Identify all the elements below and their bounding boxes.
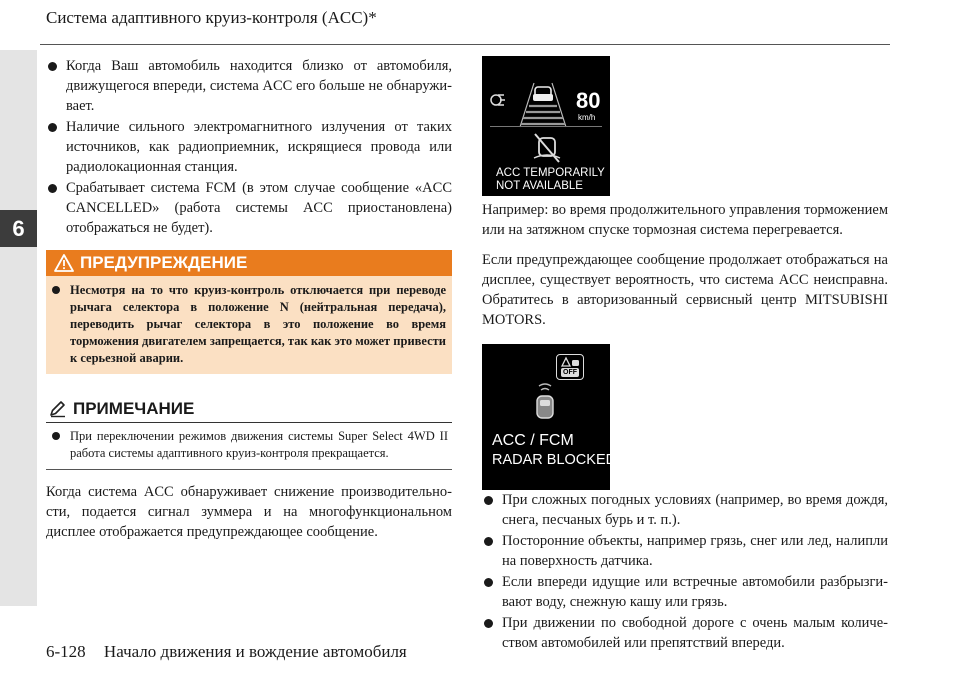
right-paragraph-example: Например: во время продолжительного управления торможением или на затяжном спуске тормозная система перегревается. [482,202,888,238]
warning-header [46,250,452,276]
right-bullet-list [482,490,888,653]
display-message-line2: RADAR BLOCKED [492,452,617,468]
bullet-icon [48,184,57,193]
cruise-status-icon [490,93,506,107]
bullet-icon [484,578,493,587]
right-column [482,56,888,654]
list-item: При переключении режимов движения системы Super Select 4WD II работа системы адаптивного круиз-контроля прекращается. [50,428,448,462]
collision-warning-icon [559,356,581,368]
pencil-icon [48,400,68,418]
display-message-line1: ACC TEMPORARILY [496,167,605,179]
bullet-icon [48,62,57,71]
list-item: Посторонние объекты, например грязь, снег или лед, налипли на поверхность датчика. [482,531,888,571]
car-following-icon [510,80,576,128]
list-item: Когда Ваш автомобиль находится близко от автомобиля, движущегося впереди, система ACC его больше не обнаружи-вает. [46,56,452,116]
bullet-icon [484,496,493,505]
acc-display-temporarily-unavailable [482,56,610,196]
display-message-line2: NOT AVAILABLE [496,180,583,192]
page-number: 6-128 [46,642,86,661]
bullet-icon [484,537,493,546]
radar-car-icon [528,382,562,420]
warning-body [46,276,452,374]
list-item: Если впереди идущие или встречные автомобили разбрызги-вают воду, снежную кашу или грязь. [482,572,888,612]
list-item: При сложных погодных условиях (например, во время дождя, снега, песчаных бурь и т. п.). [482,490,888,530]
page-header-title: Система адаптивного круиз-контроля (ACC)* [46,8,377,27]
note-body [46,423,452,469]
bullet-icon [52,286,60,294]
list-item: Наличие сильного электромагнитного излучения от таких источников, как радиоприемник, искрящиеся провода или радиолокационная станция. [46,117,452,177]
speed-unit: km/h [578,113,596,122]
fcm-off-badge: OFF [556,354,584,380]
note-header [46,396,452,423]
right-paragraph-service: Если предупреждающее сообщение продолжает отображаться на дисплее, существует вероятность, что система ACC неисправна. Обратитесь в авторизованный сервисный центр MITSUBISHI MOTORS. [482,252,888,328]
list-item: Срабатывает система FCM (в этом случае сообщение «ACC CANCELLED» (работа системы ACC приостановлена) отображаться не будет). [46,178,452,238]
display-message-line1: ACC / FCM [492,432,574,449]
bullet-icon [52,432,60,440]
chapter-tab: 6 [0,210,37,247]
left-column [46,56,452,542]
chapter-side-strip [0,50,37,606]
bullet-icon [484,619,493,628]
footer-section-title: Начало движения и вождение автомобиля [103,642,407,661]
page-footer [46,642,407,662]
bullet-icon [48,123,57,132]
acc-unavailable-car-icon [532,132,562,164]
warning-box [46,250,452,374]
list-item: При движении по свободной дороге с очень малым количе-ством автомобилей или препятствий впереди. [482,613,888,653]
note-title: ПРИМЕЧАНИЕ [73,399,195,418]
list-item: Несмотря на то что круиз-контроль отключается при переводе рычага селектора в положение N (нейтральная передача), переводить рычаг селектора в это положение во время торможения двигателем запрещается, так как это может привести к серьезной аварии. [50,282,446,367]
warning-title: ПРЕДУПРЕЖДЕНИЕ [80,253,248,272]
warning-triangle-icon [54,254,74,272]
note-box [46,396,452,470]
speed-value: 80 [576,88,601,113]
display-divider [490,126,602,127]
left-paragraph: Когда система ACC обнаруживает снижение производительно-сти, подается сигнал зуммера и на многофункциональном дисплее отображается предупреждающее сообщение. [46,484,452,540]
header-divider [40,44,890,45]
left-bullet-list [46,56,452,238]
acc-fcm-radar-blocked-display [482,344,617,490]
